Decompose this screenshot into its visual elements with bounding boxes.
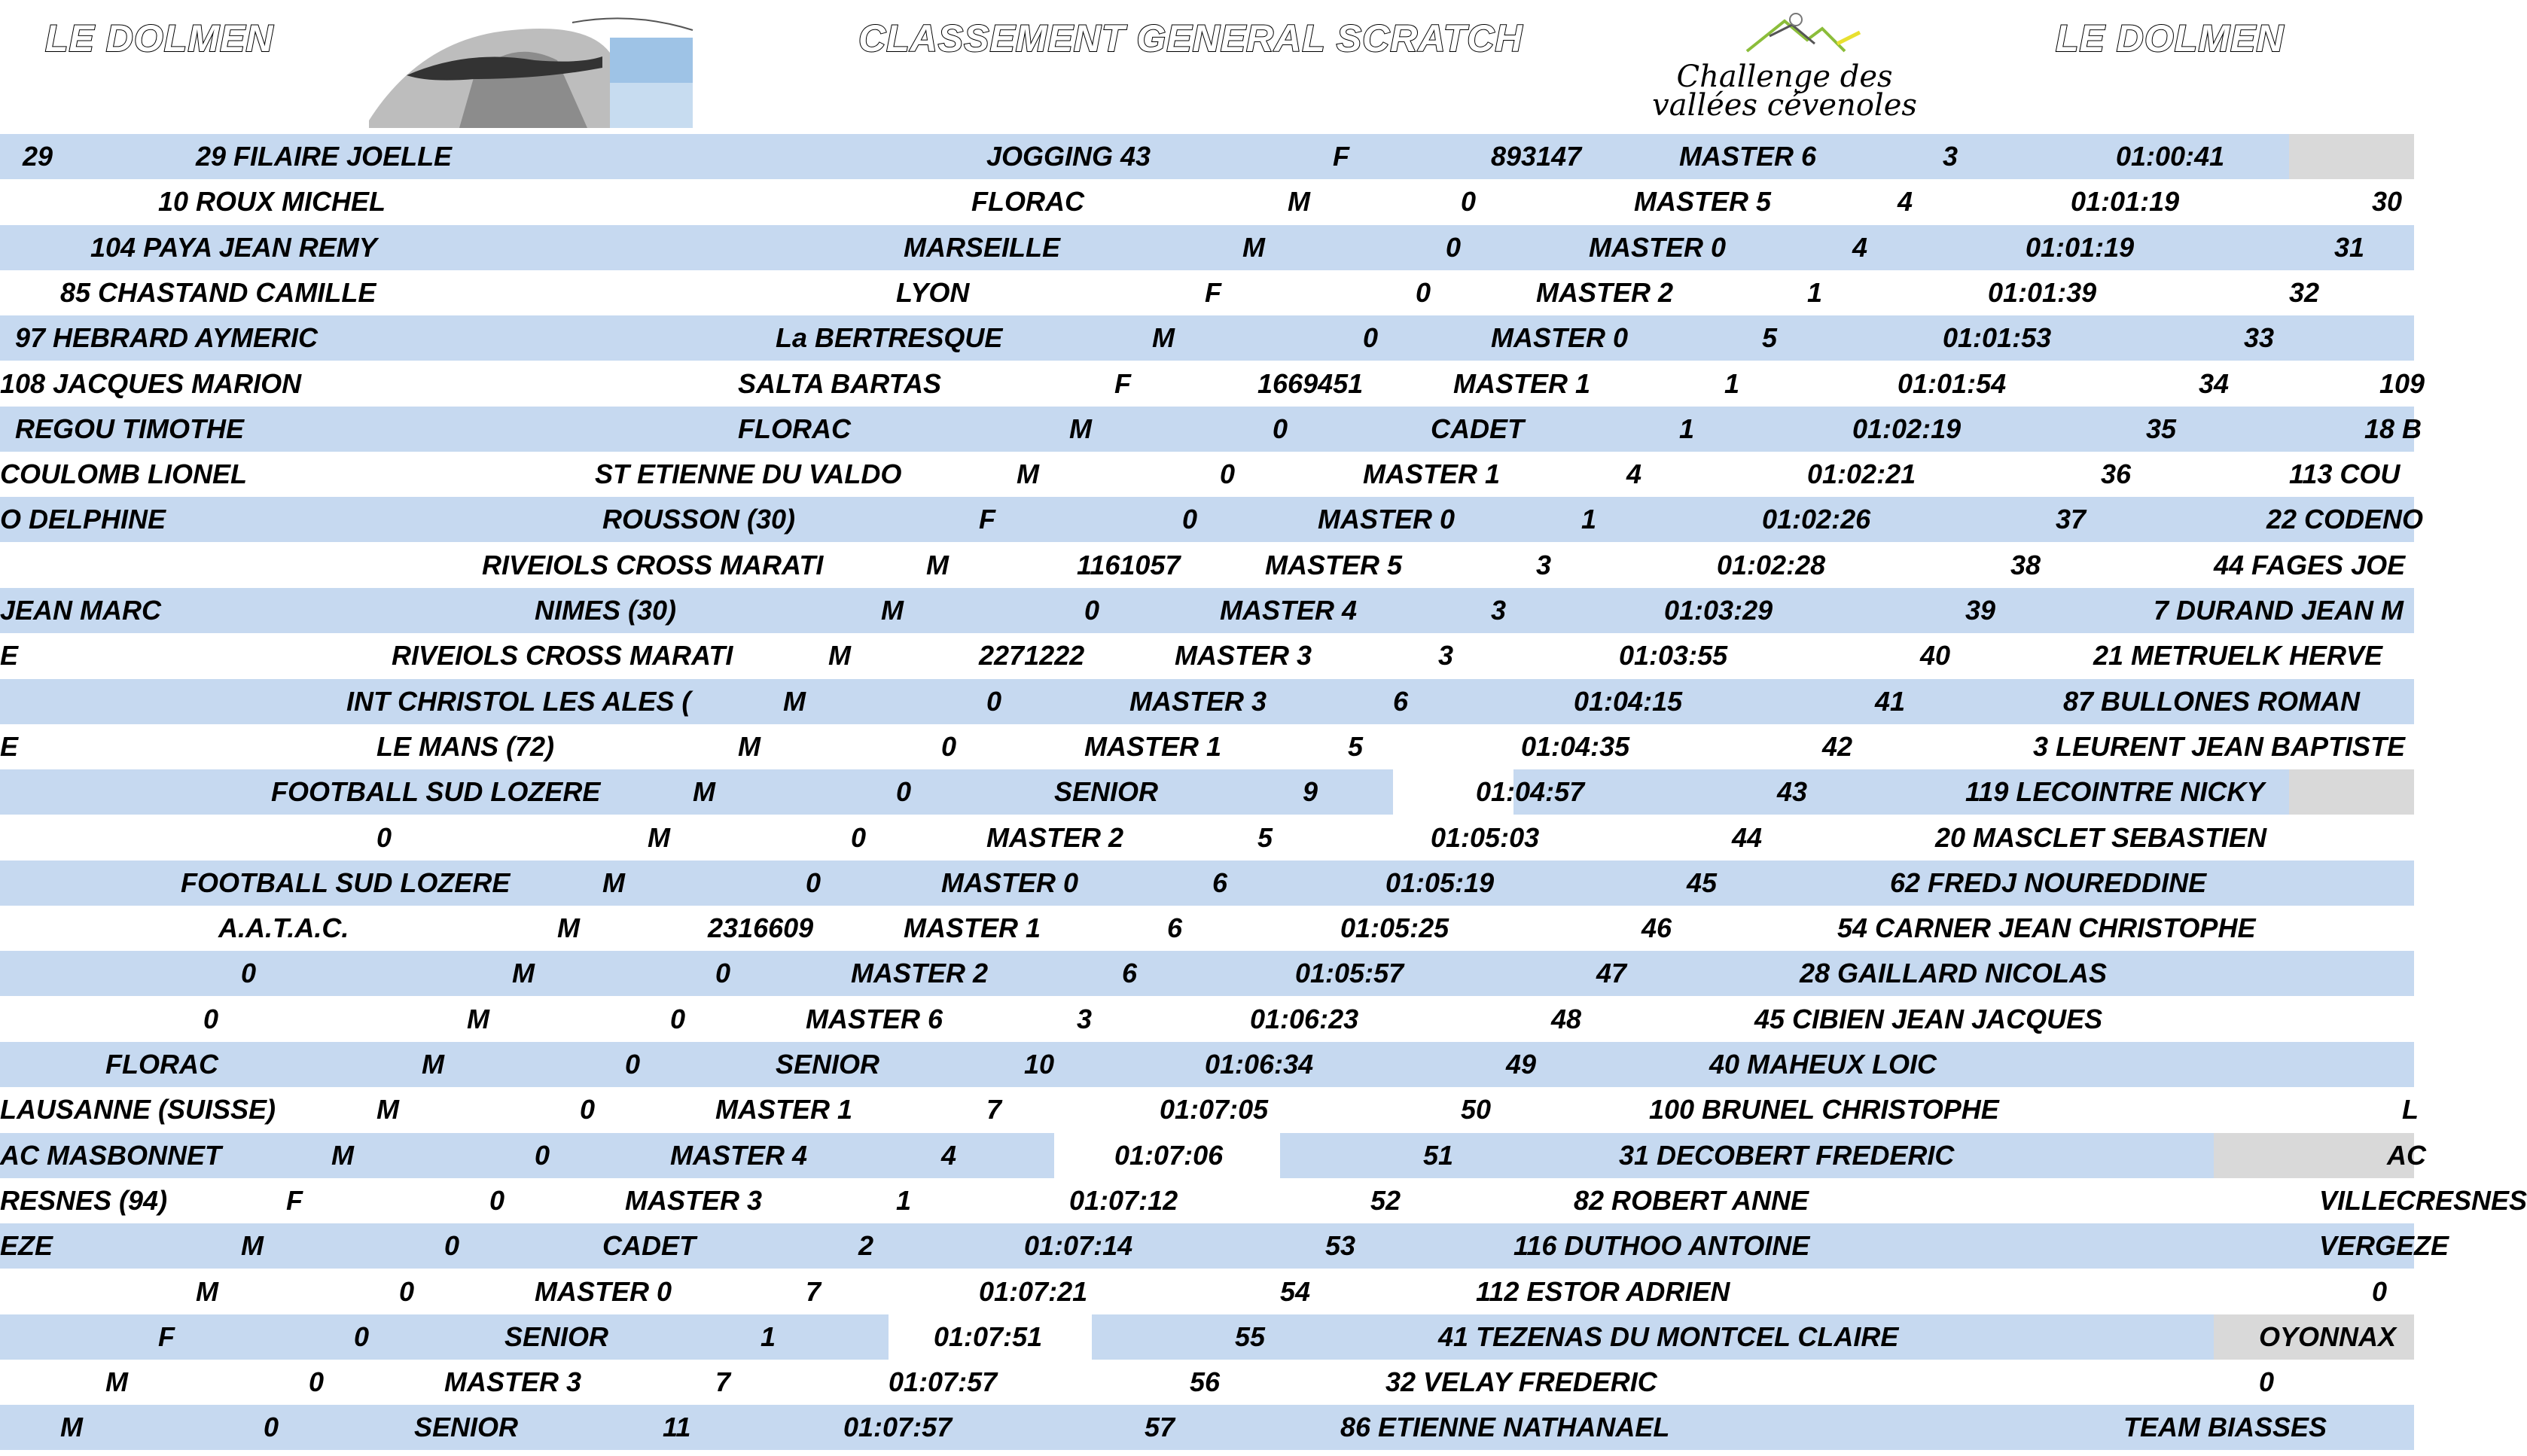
table-cell: F bbox=[1333, 141, 1349, 172]
table-cell: MASTER 0 bbox=[1589, 231, 1727, 263]
table-cell: 0 bbox=[309, 1366, 325, 1398]
table-row bbox=[0, 724, 2414, 769]
table-row bbox=[0, 1405, 2414, 1450]
table-row bbox=[0, 452, 2414, 497]
table-cell: 54 CARNER JEAN CHRISTOPHE bbox=[1837, 912, 2256, 944]
table-cell: 0 bbox=[1416, 276, 1431, 308]
table-cell: 01:07:06 bbox=[1114, 1139, 1224, 1171]
table-cell: FLORAC bbox=[105, 1049, 218, 1080]
table-cell: LYON bbox=[896, 276, 970, 308]
table-cell: SENIOR bbox=[504, 1320, 609, 1352]
table-cell: 2271222 bbox=[979, 640, 1085, 672]
table-cell: NIMES (30) bbox=[535, 595, 677, 626]
table-cell: 01:07:57 bbox=[843, 1412, 953, 1443]
table-cell: 0 bbox=[1461, 186, 1477, 218]
table-cell: 0 bbox=[1084, 595, 1100, 626]
table-cell: 113 COU bbox=[2289, 458, 2400, 490]
table-cell: M bbox=[105, 1366, 128, 1398]
table-cell: M bbox=[1242, 231, 1265, 263]
table-cell: 3 LEURENT JEAN BAPTISTE bbox=[2033, 730, 2406, 762]
table-cell: RIVEIOLS CROSS MARATI bbox=[392, 640, 733, 672]
table-cell: F bbox=[1114, 367, 1131, 399]
table-cell: 0 bbox=[535, 1139, 550, 1171]
table-cell: AC MASBONNET bbox=[0, 1139, 221, 1171]
table-cell: 01:03:29 bbox=[1664, 595, 1773, 626]
table-cell: 97 HEBRARD AYMERIC bbox=[15, 322, 319, 354]
header-right-title: LE DOLMEN bbox=[2056, 17, 2285, 59]
table-row bbox=[0, 315, 2414, 361]
table-cell: 6 bbox=[1122, 958, 1138, 989]
table-cell: 0 bbox=[489, 1184, 505, 1216]
table-cell: 86 ETIENNE NATHANAEL bbox=[1340, 1412, 1670, 1443]
table-cell: 01:01:39 bbox=[1988, 276, 2097, 308]
table-cell: F bbox=[979, 504, 995, 535]
table-row bbox=[0, 270, 2414, 315]
challenge-logo-image bbox=[1619, 6, 1950, 66]
table-cell: MASTER 5 bbox=[1265, 549, 1403, 580]
table-cell: M bbox=[1017, 458, 1039, 490]
table-cell: 2316609 bbox=[708, 912, 814, 944]
table-cell: MASTER 0 bbox=[1318, 504, 1456, 535]
table-cell: 893147 bbox=[1491, 141, 1582, 172]
table-cell: 22 CODENO bbox=[2266, 504, 2424, 535]
table-cell: 38 bbox=[2010, 549, 2041, 580]
table-cell: AC bbox=[2387, 1139, 2426, 1171]
table-cell: 35 bbox=[2146, 413, 2177, 444]
table-cell: 01:02:19 bbox=[1852, 413, 1962, 444]
table-cell: 2 bbox=[858, 1230, 874, 1262]
table-cell: ROUSSON (30) bbox=[602, 504, 796, 535]
table-cell: 34 bbox=[2199, 367, 2230, 399]
table-cell: 01:01:54 bbox=[1898, 367, 2007, 399]
table-cell: M bbox=[60, 1412, 83, 1443]
table-cell: 52 bbox=[1370, 1184, 1401, 1216]
table-cell: MASTER 3 bbox=[1129, 685, 1267, 717]
table-row bbox=[0, 679, 2414, 724]
table-row bbox=[0, 179, 2414, 224]
table-cell: E bbox=[0, 640, 19, 672]
table-cell: LAUSANNE (SUISSE) bbox=[0, 1094, 276, 1126]
table-cell: MASTER 4 bbox=[1220, 595, 1358, 626]
table-cell: FOOTBALL SUD LOZERE bbox=[271, 776, 601, 808]
table-cell: CADET bbox=[1431, 413, 1524, 444]
header-left-title: LE DOLMEN bbox=[45, 17, 274, 59]
table-cell: M bbox=[648, 821, 670, 853]
table-cell: 1 bbox=[896, 1184, 912, 1216]
table-cell: 40 MAHEUX LOIC bbox=[1709, 1049, 1937, 1080]
table-cell: MASTER 3 bbox=[625, 1184, 763, 1216]
table-cell: 32 bbox=[2289, 276, 2320, 308]
table-cell: 1 bbox=[1807, 276, 1823, 308]
table-cell: 47 bbox=[1596, 958, 1627, 989]
table-cell: 41 bbox=[1875, 685, 1906, 717]
table-cell: M bbox=[926, 549, 949, 580]
table-row bbox=[0, 769, 2414, 815]
table-cell: 37 bbox=[2056, 504, 2087, 535]
table-cell: INT CHRISTOL LES ALES ( bbox=[346, 685, 691, 717]
table-cell: M bbox=[512, 958, 535, 989]
table-cell: TEAM BIASSES bbox=[2123, 1412, 2327, 1443]
table-cell: 10 ROUX MICHEL bbox=[158, 186, 386, 218]
table-cell: 3 bbox=[1438, 640, 1454, 672]
table-cell: 0 bbox=[670, 1003, 686, 1034]
table-cell: 46 bbox=[1641, 912, 1672, 944]
table-cell: FLORAC bbox=[971, 186, 1084, 218]
table-cell: 104 PAYA JEAN REMY bbox=[90, 231, 377, 263]
table-cell: 01:01:19 bbox=[2026, 231, 2135, 263]
table-cell: 54 bbox=[1280, 1275, 1311, 1307]
table-cell: 57 bbox=[1145, 1412, 1175, 1443]
table-cell: MASTER 6 bbox=[1679, 141, 1817, 172]
table-cell: 50 bbox=[1461, 1094, 1492, 1126]
table-cell: 39 bbox=[1965, 595, 1996, 626]
table-cell: 44 FAGES JOE bbox=[2214, 549, 2406, 580]
table-cell: 0 bbox=[1182, 504, 1198, 535]
table-row bbox=[0, 1314, 2414, 1360]
table-cell: 0 bbox=[354, 1320, 370, 1352]
table-cell: 7 DURAND JEAN M bbox=[2154, 595, 2404, 626]
table-cell: 0 bbox=[715, 958, 731, 989]
table-row bbox=[0, 1087, 2419, 1132]
table-cell: RESNES (94) bbox=[0, 1184, 168, 1216]
table-cell: 119 LECOINTRE NICKY bbox=[1965, 776, 2265, 808]
table-cell: 01:06:34 bbox=[1205, 1049, 1314, 1080]
table-cell: EZE bbox=[0, 1230, 53, 1262]
table-cell: 01:04:15 bbox=[1574, 685, 1683, 717]
challenge-logo-line1: Challenge des bbox=[1676, 59, 1893, 94]
table-cell: MASTER 2 bbox=[986, 821, 1124, 853]
table-cell: 4 bbox=[1626, 458, 1642, 490]
table-cell: 56 bbox=[1190, 1366, 1221, 1398]
table-row bbox=[0, 497, 2424, 542]
table-cell: 29 bbox=[23, 141, 53, 172]
table-cell: 9 bbox=[1303, 776, 1318, 808]
table-cell: 49 bbox=[1506, 1049, 1537, 1080]
table-cell: 41 TEZENAS DU MONTCEL CLAIRE bbox=[1438, 1320, 1899, 1352]
table-cell: 18 B bbox=[2364, 413, 2422, 444]
table-cell: 29 FILAIRE JOELLE bbox=[196, 141, 453, 172]
table-cell: VERGEZE bbox=[2319, 1230, 2449, 1262]
table-cell: FOOTBALL SUD LOZERE bbox=[181, 867, 511, 898]
table-row bbox=[0, 861, 2414, 906]
table-cell: M bbox=[241, 1230, 264, 1262]
table-cell: 112 ESTOR ADRIEN bbox=[1476, 1275, 1730, 1307]
table-cell: 43 bbox=[1777, 776, 1808, 808]
table-cell: 1 bbox=[761, 1320, 776, 1352]
table-row bbox=[0, 407, 2422, 452]
table-cell: VILLECRESNES bbox=[2319, 1184, 2527, 1216]
table-cell: 01:07:21 bbox=[979, 1275, 1088, 1307]
cell-fill bbox=[2289, 769, 2414, 815]
table-cell: MASTER 0 bbox=[941, 867, 1079, 898]
challenge-logo-line2: vallées cévenoles bbox=[1652, 88, 1917, 123]
table-cell: 0 bbox=[986, 685, 1002, 717]
table-cell: 01:03:55 bbox=[1619, 640, 1728, 672]
table-cell: 10 bbox=[1024, 1049, 1055, 1080]
table-cell: 21 METRUELK HERVE bbox=[2093, 640, 2383, 672]
table-cell: 30 bbox=[2372, 186, 2403, 218]
table-cell: REGOU TIMOTHE bbox=[15, 413, 244, 444]
table-cell: MASTER 2 bbox=[1536, 276, 1674, 308]
table-cell: MASTER 4 bbox=[670, 1139, 808, 1171]
table-cell: 01:02:26 bbox=[1762, 504, 1871, 535]
table-cell: 45 CIBIEN JEAN JACQUES bbox=[1754, 1003, 2103, 1034]
table-cell: L bbox=[2402, 1094, 2419, 1126]
table-cell: M bbox=[196, 1275, 218, 1307]
table-cell: M bbox=[1069, 413, 1092, 444]
table-cell: 0 bbox=[896, 776, 912, 808]
table-cell: LE MANS (72) bbox=[376, 730, 555, 762]
table-cell: 0 bbox=[1363, 322, 1379, 354]
table-cell: 0 bbox=[241, 958, 257, 989]
table-cell: 5 bbox=[1762, 322, 1778, 354]
table-cell: 01:07:51 bbox=[934, 1320, 1043, 1352]
table-cell: M bbox=[331, 1139, 354, 1171]
table-cell: 0 bbox=[806, 867, 822, 898]
table-cell: 3 bbox=[1491, 595, 1507, 626]
table-cell: FLORAC bbox=[738, 413, 851, 444]
table-cell: 0 bbox=[444, 1230, 460, 1262]
table-cell: 01:07:14 bbox=[1024, 1230, 1133, 1262]
table-cell: 4 bbox=[1898, 186, 1913, 218]
table-cell: MASTER 3 bbox=[1175, 640, 1312, 672]
table-cell: 3 bbox=[1536, 549, 1552, 580]
table-cell: M bbox=[467, 1003, 489, 1034]
table-cell: 01:05:57 bbox=[1295, 958, 1404, 989]
table-cell: 31 bbox=[2334, 231, 2365, 263]
table-cell: 20 MASCLET SEBASTIEN bbox=[1935, 821, 2267, 853]
table-row bbox=[0, 134, 2414, 179]
table-cell: 6 bbox=[1212, 867, 1228, 898]
table-cell: M bbox=[738, 730, 761, 762]
table-row bbox=[0, 633, 2414, 678]
table-row bbox=[0, 1223, 2449, 1269]
table-row bbox=[0, 588, 2414, 633]
table-cell: 01:05:25 bbox=[1340, 912, 1449, 944]
table-cell: 33 bbox=[2244, 322, 2275, 354]
table-cell: 28 GAILLARD NICOLAS bbox=[1800, 958, 2108, 989]
table-cell: 42 bbox=[1822, 730, 1853, 762]
table-cell: 01:02:28 bbox=[1717, 549, 1826, 580]
table-cell: SENIOR bbox=[1054, 776, 1159, 808]
table-row bbox=[0, 361, 2425, 407]
table-cell: F bbox=[286, 1184, 303, 1216]
table-cell: 01:01:19 bbox=[2071, 186, 2180, 218]
table-cell: 01:04:57 bbox=[1476, 776, 1585, 808]
table-cell: 0 bbox=[625, 1049, 641, 1080]
table-cell: 53 bbox=[1325, 1230, 1356, 1262]
table-cell: MASTER 5 bbox=[1634, 186, 1772, 218]
table-cell: 62 FREDJ NOUREDDINE bbox=[1890, 867, 2207, 898]
table-cell: 116 DUTHOO ANTOINE bbox=[1513, 1230, 1810, 1262]
cell-fill bbox=[2214, 1133, 2414, 1178]
table-cell: 82 ROBERT ANNE bbox=[1574, 1184, 1809, 1216]
table-cell: A.A.T.A.C. bbox=[218, 912, 349, 944]
table-cell: 0 bbox=[376, 821, 392, 853]
table-cell: JEAN MARC bbox=[0, 595, 162, 626]
table-cell: La BERTRESQUE bbox=[776, 322, 1003, 354]
table-cell: 01:07:05 bbox=[1160, 1094, 1269, 1126]
table-cell: 5 bbox=[1348, 730, 1364, 762]
table-cell: MASTER 2 bbox=[851, 958, 989, 989]
table-cell: 51 bbox=[1423, 1139, 1454, 1171]
table-cell: 1 bbox=[1724, 367, 1740, 399]
table-row bbox=[0, 951, 2414, 996]
table-row bbox=[0, 225, 2414, 270]
header-center-title: CLASSEMENT GENERAL SCRATCH bbox=[858, 17, 1523, 59]
table-cell: 45 bbox=[1687, 867, 1718, 898]
table-cell: 36 bbox=[2101, 458, 2132, 490]
table-cell: O DELPHINE bbox=[0, 504, 166, 535]
table-cell: 0 bbox=[203, 1003, 219, 1034]
table-cell: MASTER 0 bbox=[535, 1275, 672, 1307]
table-cell: 7 bbox=[715, 1366, 731, 1398]
table-cell: MASTER 1 bbox=[715, 1094, 853, 1126]
table-cell: 01:05:19 bbox=[1385, 867, 1495, 898]
table-cell: 7 bbox=[806, 1275, 822, 1307]
table-cell: SALTA BARTAS bbox=[738, 367, 941, 399]
dolmen-logo-image bbox=[361, 8, 700, 128]
table-cell: ST ETIENNE DU VALDO bbox=[595, 458, 902, 490]
table-cell: MASTER 1 bbox=[904, 912, 1041, 944]
table-cell: 3 bbox=[1943, 141, 1959, 172]
table-row bbox=[0, 1269, 2414, 1314]
table-cell: M bbox=[1288, 186, 1310, 218]
table-row bbox=[0, 815, 2414, 861]
table-cell: 6 bbox=[1393, 685, 1409, 717]
table-cell: 1669451 bbox=[1257, 367, 1364, 399]
table-cell: 0 bbox=[1446, 231, 1462, 263]
table-cell: F bbox=[1205, 276, 1221, 308]
table-cell: 01:07:57 bbox=[889, 1366, 998, 1398]
table-cell: 85 CHASTAND CAMILLE bbox=[60, 276, 376, 308]
table-cell: 31 DECOBERT FREDERIC bbox=[1619, 1139, 1955, 1171]
table-cell: MASTER 6 bbox=[806, 1003, 943, 1034]
table-row bbox=[0, 1042, 2414, 1087]
table-cell: 0 bbox=[1273, 413, 1288, 444]
table-row bbox=[0, 1133, 2426, 1178]
table-cell: 100 BRUNEL CHRISTOPHE bbox=[1649, 1094, 1999, 1126]
table-cell: 0 bbox=[2372, 1275, 2388, 1307]
table-cell: 1 bbox=[1581, 504, 1597, 535]
table-cell: OYONNAX bbox=[2259, 1320, 2397, 1352]
table-cell: 32 VELAY FREDERIC bbox=[1385, 1366, 1657, 1398]
sheet-header bbox=[0, 0, 2414, 133]
table-cell: 40 bbox=[1920, 640, 1951, 672]
table-cell: 01:00:41 bbox=[2116, 141, 2225, 172]
table-cell: 109 bbox=[2379, 367, 2425, 399]
table-cell: 7 bbox=[986, 1094, 1002, 1126]
table-cell: M bbox=[1152, 322, 1175, 354]
table-cell: 0 bbox=[2259, 1366, 2275, 1398]
table-cell: JOGGING 43 bbox=[986, 141, 1151, 172]
table-row bbox=[0, 1360, 2414, 1405]
table-cell: MASTER 1 bbox=[1084, 730, 1222, 762]
table-cell: COULOMB LIONEL bbox=[0, 458, 247, 490]
table-cell: 108 JACQUES MARION bbox=[0, 367, 302, 399]
table-cell: M bbox=[422, 1049, 444, 1080]
table-cell: MARSEILLE bbox=[904, 231, 1061, 263]
table-cell: 0 bbox=[580, 1094, 596, 1126]
cell-fill bbox=[2289, 134, 2414, 179]
table-cell: 0 bbox=[264, 1412, 279, 1443]
table-cell: M bbox=[602, 867, 625, 898]
table-row bbox=[0, 997, 2414, 1042]
table-cell: 6 bbox=[1167, 912, 1183, 944]
table-cell: M bbox=[557, 912, 580, 944]
table-cell: SENIOR bbox=[776, 1049, 880, 1080]
table-row bbox=[0, 543, 2414, 588]
table-cell: 0 bbox=[851, 821, 867, 853]
table-cell: 01:01:53 bbox=[1943, 322, 2052, 354]
table-row bbox=[0, 906, 2414, 951]
table-cell: 48 bbox=[1551, 1003, 1582, 1034]
table-cell: 01:05:03 bbox=[1431, 821, 1540, 853]
table-cell: CADET bbox=[602, 1230, 696, 1262]
table-cell: 01:02:21 bbox=[1807, 458, 1916, 490]
table-cell: MASTER 1 bbox=[1453, 367, 1591, 399]
table-cell: F bbox=[158, 1320, 175, 1352]
table-cell: 01:07:12 bbox=[1069, 1184, 1178, 1216]
table-cell: 01:06:23 bbox=[1250, 1003, 1359, 1034]
table-cell: 87 BULLONES ROMAN bbox=[2063, 685, 2361, 717]
table-cell: 4 bbox=[1852, 231, 1868, 263]
table-cell: M bbox=[881, 595, 904, 626]
table-cell: E bbox=[0, 730, 19, 762]
table-cell: 0 bbox=[399, 1275, 415, 1307]
table-cell: MASTER 1 bbox=[1363, 458, 1501, 490]
table-cell: 3 bbox=[1077, 1003, 1093, 1034]
table-cell: 0 bbox=[1220, 458, 1236, 490]
table-cell: MASTER 3 bbox=[444, 1366, 582, 1398]
table-row bbox=[0, 1178, 2527, 1223]
table-cell: 0 bbox=[941, 730, 957, 762]
table-cell: 55 bbox=[1235, 1320, 1266, 1352]
table-cell: 01:04:35 bbox=[1521, 730, 1630, 762]
table-cell: 5 bbox=[1257, 821, 1273, 853]
table-cell: SENIOR bbox=[414, 1412, 519, 1443]
table-cell: M bbox=[693, 776, 715, 808]
table-cell: RIVEIOLS CROSS MARATI bbox=[482, 549, 824, 580]
table-cell: M bbox=[783, 685, 806, 717]
table-cell: M bbox=[376, 1094, 399, 1126]
table-cell: 11 bbox=[663, 1412, 691, 1443]
table-cell: 44 bbox=[1732, 821, 1763, 853]
table-cell: 1161057 bbox=[1077, 549, 1181, 580]
table-cell: 4 bbox=[941, 1139, 957, 1171]
table-cell: M bbox=[828, 640, 851, 672]
table-cell: MASTER 0 bbox=[1491, 322, 1629, 354]
table-cell: 1 bbox=[1679, 413, 1695, 444]
